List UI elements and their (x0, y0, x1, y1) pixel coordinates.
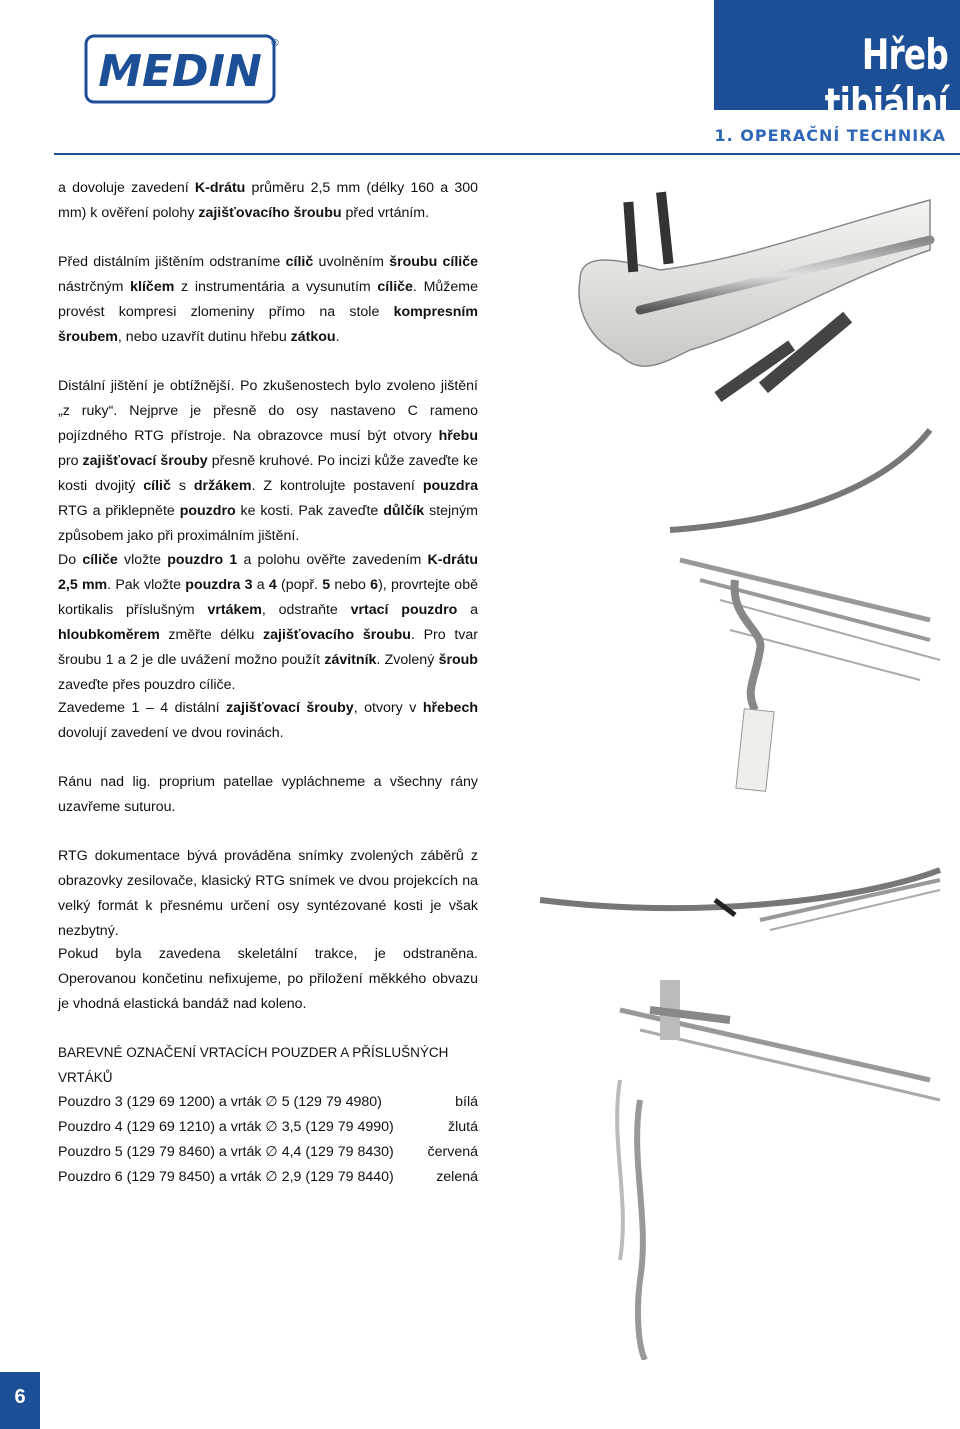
paragraph-2 (58, 250, 478, 350)
text-run: . Zvolený (376, 652, 439, 668)
emphasis-term: 5 (322, 577, 331, 593)
emphasis-term: zátkou (290, 329, 336, 345)
text-run: . Pak vložte (107, 577, 186, 593)
emphasis-term: pouzdra 3 (185, 577, 253, 593)
emphasis-term: vrtákem (207, 602, 262, 618)
logo-registered-mark: ® (270, 38, 280, 49)
emphasis-term: hřebech (422, 700, 479, 716)
text-run: přesně kruhové. Po incizi kůže zaveďte ke kosti dvojitý (58, 453, 478, 494)
text-run: Ránu nad lig. proprium patellae vypláchneme a všechny rány uzavřeme suturou. (58, 774, 478, 815)
drill-set-illustration (500, 860, 950, 1360)
emphasis-term: hřebu (438, 428, 478, 444)
text-run: ke kosti. Pak zaveďte (235, 503, 384, 519)
text-run: . (335, 329, 340, 345)
paragraph-7 (58, 844, 478, 944)
table-row (58, 1115, 478, 1140)
table-row-color: bílá (455, 1094, 478, 1110)
header-rule (54, 153, 960, 155)
paragraph-4 (58, 548, 478, 698)
table-row-label: Pouzdro 5 (129 79 8460) a vrták ∅ 4,4 (129 79 8430) (58, 1144, 394, 1160)
text-run: stejným způsobem jako při proximálním jištění. (58, 503, 478, 544)
emphasis-term: držákem (193, 478, 252, 494)
text-run: Před distálním jištěním odstraníme (58, 254, 286, 270)
emphasis-term: hloubkoměrem (58, 627, 160, 643)
emphasis-term: vrtací pouzdro (350, 602, 458, 618)
medin-logo (84, 26, 284, 110)
paragraph-1 (58, 176, 478, 226)
emphasis-term: K-drátu (194, 180, 246, 196)
text-run: , odstraňte (261, 602, 351, 618)
text-run: a (457, 602, 478, 618)
emphasis-term: kompresním šroubem (58, 304, 478, 345)
emphasis-term: pouzdro 1 (167, 552, 238, 568)
text-run: . Můžeme provést kompresi zlomeniny přímo na stole (58, 279, 478, 320)
text-run: dovolují zavedení ve dvou rovinách. (58, 725, 284, 741)
drill-sleeve-table (58, 1040, 478, 1190)
text-run: ), provrtejte obě kortikalis příslušným (58, 577, 478, 618)
page-number: 6 (14, 1386, 26, 1408)
emphasis-term: cílič (143, 478, 171, 494)
text-run: s (170, 478, 194, 494)
text-run: RTG dokumentace bývá prováděna snímky zvolených záběrů z obrazovky zesilovače, klasický RTG snímek ve dvou projekcích na velký formát k přesnému určení osy syntézované kosti je však nezbytný. (58, 848, 478, 939)
text-run: změřte délku (159, 627, 264, 643)
text-run: vložte (117, 552, 168, 568)
paragraph-6 (58, 770, 478, 820)
emphasis-term: klíčem (130, 279, 175, 295)
text-run: (popř. (276, 577, 323, 593)
text-run: z instrumentária a vysunutím (174, 279, 378, 295)
text-run: nástrčným (58, 279, 131, 295)
table-row-color: červená (427, 1144, 478, 1160)
table-row (58, 1140, 478, 1165)
emphasis-term: cíliče (377, 279, 413, 295)
text-run: . Z kontrolujte postavení (251, 478, 423, 494)
emphasis-term: zajišťovací šrouby (226, 700, 354, 716)
page-title: Hřeb tibiální (824, 30, 948, 128)
text-run: zaveďte přes pouzdro cíliče. (58, 677, 236, 693)
text-run: . Pro tvar šroubu 1 a 2 je dle uvážení možno použít (58, 627, 479, 668)
text-run: a polohu ověřte zavedením (237, 552, 428, 568)
text-run: před vrtáním. (341, 205, 430, 221)
text-run: Zavedeme 1 – 4 distální (58, 700, 227, 716)
table-row (58, 1165, 478, 1190)
table-row-label: Pouzdro 4 (129 69 1210) a vrták ∅ 3,5 (129 79 4990) (58, 1119, 394, 1135)
emphasis-term: zajišťovacího šroubu (263, 627, 411, 643)
section-title: 1. OPERAČNÍ TECHNIKA (714, 126, 946, 145)
emphasis-term: zajišťovacího šroubu (198, 205, 342, 221)
logo-text: MEDIN (98, 46, 262, 97)
emphasis-term: 6 (370, 577, 379, 593)
bone-nail-illustration (560, 180, 940, 410)
emphasis-term: důlčík (383, 503, 425, 519)
emphasis-term: závitník (324, 652, 377, 668)
text-run: , otvory v (353, 700, 423, 716)
text-run: nebo (330, 577, 371, 593)
emphasis-term: cílič (285, 254, 314, 270)
table-row-color: zelená (436, 1169, 478, 1185)
text-run: RTG a přiklepněte (58, 503, 180, 519)
table-row-color: žlutá (448, 1119, 478, 1135)
text-run: průměru 2,5 mm (délky 160 a 300 mm) k ověření polohy (58, 180, 478, 221)
emphasis-term: pouzdro (179, 503, 236, 519)
text-run: Do (58, 552, 83, 568)
emphasis-term: šroub (438, 652, 478, 668)
emphasis-term: šroubu cíliče (389, 254, 479, 270)
text-run: pro (58, 453, 83, 469)
text-run: Distální jištění je obtížnější. Po zkušenostech bylo zvoleno jištění „z ruky“. Nejprve je přesně do osy nastaveno C rameno pojízdného RTG přístroje. Na obrazovce musí být otvory (58, 378, 478, 444)
emphasis-term: 4 (268, 577, 277, 593)
emphasis-term: cíliče (82, 552, 118, 568)
paragraph-3 (58, 374, 478, 549)
paragraph-8 (58, 942, 478, 1017)
emphasis-term: pouzdra (422, 478, 478, 494)
table-row-label: Pouzdro 6 (129 79 8450) a vrták ∅ 2,9 (129 79 8440) (58, 1169, 394, 1185)
text-run: Pokud byla zavedena skeletální trakce, je odstraněna. Operovanou končetinu nefixujeme, po přiložení měkkého obvazu je vhodná elastická bandáž nad koleno. (58, 946, 478, 1012)
paragraph-5 (58, 696, 478, 746)
table-heading: BAREVNÉ OZNAČENÍ VRTACÍCH POUZDER A PŘÍSLUŠNÝCH VRTÁKŮ (58, 1045, 449, 1085)
emphasis-term: K-drátu 2,5 mm (58, 552, 478, 593)
table-row-label: Pouzdro 3 (129 69 1200) a vrták ∅ 5 (129 79 4980) (58, 1094, 382, 1110)
text-run: a dovoluje zavedení (58, 180, 195, 196)
table-row (58, 1090, 478, 1115)
targeting-instruments-illustration (660, 420, 950, 800)
text-run: a (252, 577, 269, 593)
text-run: uvolněním (313, 254, 390, 270)
emphasis-term: zajišťovací šrouby (82, 453, 208, 469)
text-run: , nebo uzavřít dutinu hřebu (117, 329, 291, 345)
